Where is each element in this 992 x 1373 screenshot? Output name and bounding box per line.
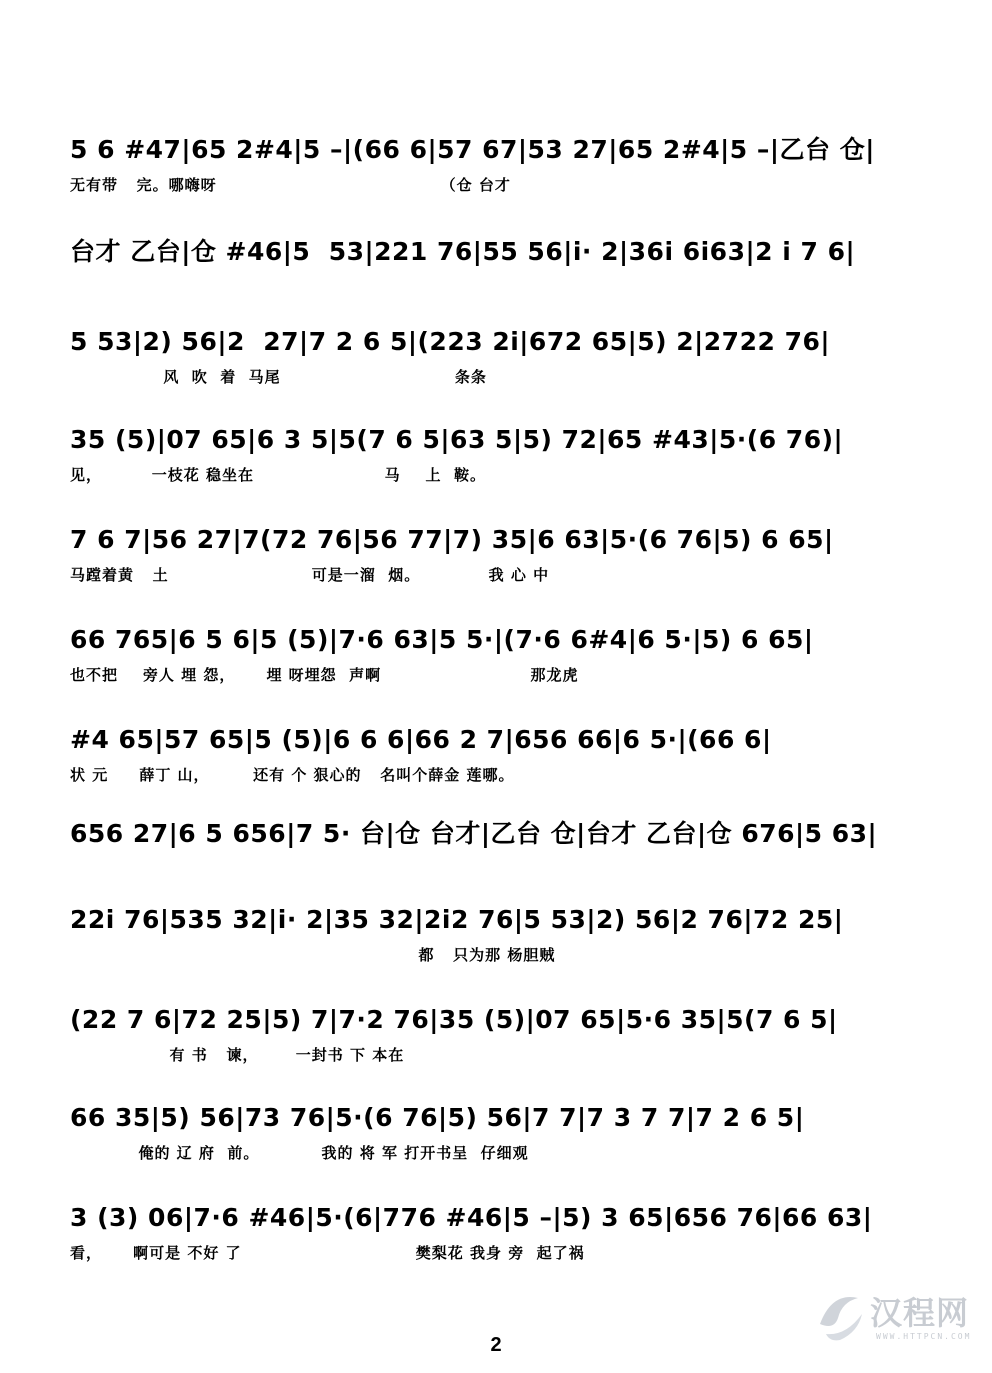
watermark-url: WWW.HTTPCN.COM [876, 1332, 972, 1341]
notation-line: 66 765|6 5 6|5 (5)|7·6 63|5 5·|(7·6 6#4|6 5·|5) 6 65| [70, 625, 814, 654]
lyrics-line: 都 只为那 杨胆贼 [70, 946, 556, 964]
watermark-logo-icon [812, 1284, 872, 1344]
lyrics-line: 无有带 完。哪嗨呀 （仓 台才 [70, 176, 511, 194]
notation-line: 35 (5)|07 65|6 3 5|5(7 6 5|63 5|5) 72|65 #43|5·(6 76)| [70, 425, 844, 454]
notation-line: 3 (3) 06|7·6 #46|5·(6|776 #46|5 –|5) 3 65|656 76|66 63| [70, 1203, 873, 1232]
watermark [812, 1280, 982, 1356]
notation-line: 5 53|2) 56|2 27|7 2 6 5|(223 2i|672 65|5) 2|2722 76| [70, 327, 830, 356]
notation-line: 7 6 7|56 27|7(72 76|56 77|7) 35|6 63|5·(6 76|5) 6 65| [70, 525, 834, 554]
lyrics-line: 状 元 薛丁 山， 还有 个 狠心的 名叫个薛金 莲哪。 [70, 766, 515, 784]
page-number: 2 [490, 1334, 502, 1356]
lyrics-line [70, 856, 942, 882]
notation-line: 台才 乙台|仓 #46|5 53|221 76|55 56|i· 2|36i 6i63|2 i 7 6| [70, 237, 856, 266]
notation-line: 5 6 #47|65 2#4|5 –|(66 6|57 67|53 27|65 2#4|5 –|乙台 仓| [70, 135, 875, 164]
notation-line: #4 65|57 65|5 (5)|6 6 6|66 2 7|656 66|6 5·|(66 6| [70, 725, 772, 754]
lyrics-line: 见， 一枝花 稳坐在 马 上 鞍。 [70, 466, 486, 484]
notation-line: 22i 76|535 32|i· 2|35 32|2i2 76|5 53|2) 56|2 76|72 25| [70, 905, 844, 934]
notation-line: 656 27|6 5 656|7 5· 台|仓 台才|乙台 仓|台才 乙台|仓 676|5 63| [70, 819, 878, 848]
lyrics-line: 俺的 辽 府 前。 我的 将 军 打开书呈 仔细观 [70, 1144, 529, 1162]
lyrics-line: 马蹚着黄 土 可是一溜 烟。 我 心 中 [70, 566, 550, 584]
notation-line: (22 7 6|72 25|5) 7|7·2 76|35 (5)|07 65|5·6 35|5(7 6 5| [70, 1005, 838, 1034]
lyrics-line: 有 书 谏， 一封书 下 本在 [70, 1046, 405, 1064]
lyrics-line: 也不把 旁人 埋 怨， 埋 呀埋怨 声啊 那龙虎 [70, 666, 579, 684]
lyrics-line [70, 274, 942, 300]
lyrics-line: 风 吹 着 马尾 条条 [70, 368, 487, 386]
notation-line: 66 35|5) 56|73 76|5·(6 76|5) 56|7 7|7 3 7 7|7 2 6 5| [70, 1103, 805, 1132]
watermark-text: 汉程网 [870, 1294, 970, 1332]
lyrics-line: 看， 啊可是 不好 了 樊梨花 我身 旁 起了祸 [70, 1244, 585, 1262]
